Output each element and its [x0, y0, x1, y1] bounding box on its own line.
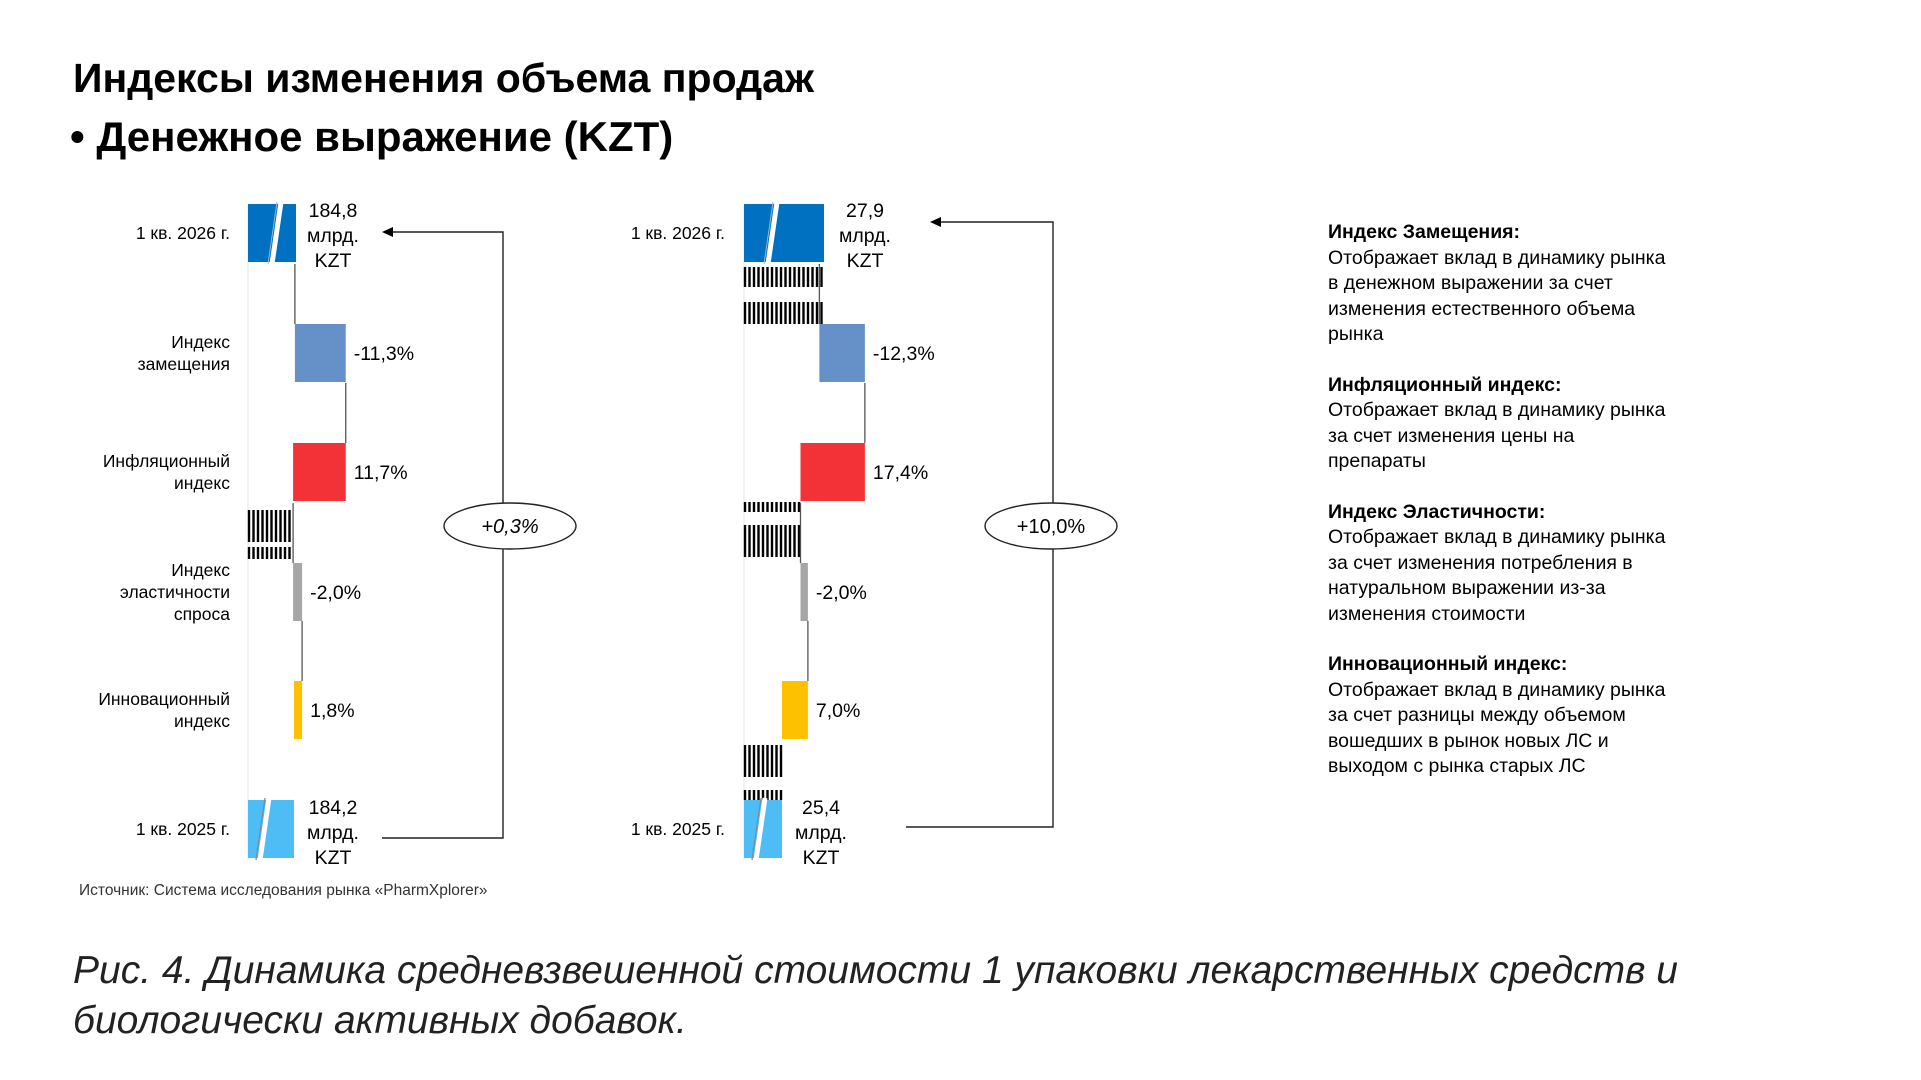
category-label: 1 кв. 2026 г. [630, 223, 725, 243]
end-total-label: 184,8 [308, 200, 358, 222]
hatched-overflow-block [249, 547, 290, 559]
hatched-overflow-block [745, 502, 799, 512]
start-total-label: млрд. [795, 822, 847, 844]
start-total-label: KZT [314, 847, 352, 869]
page-title: Индексы изменения объема продаж [73, 55, 814, 101]
index-legend [1328, 220, 1668, 805]
hatched-overflow-block [745, 267, 822, 287]
index-bar [819, 324, 865, 382]
end-total-label: KZT [846, 250, 884, 272]
legend-text: Отображает вклад в динамику рынка за счет разницы между объемом вошедших в рынок новых ЛС и выходом с рынка старых ЛС [1328, 678, 1666, 777]
category-label: Инновационный [98, 689, 230, 709]
index-value-label: -12,3% [872, 343, 935, 365]
end-total-label: млрд. [307, 225, 359, 247]
legend-title: Индекс Эластичности: [1328, 500, 1546, 523]
total-change-label: +0,3% [481, 516, 539, 538]
index-value-label: -11,3% [353, 343, 415, 365]
category-label: Инфляционный [102, 451, 230, 471]
index-bar [294, 681, 302, 739]
start-total-label: млрд. [307, 822, 359, 844]
legend-title: Индекс Замещения: [1328, 221, 1521, 243]
hatched-overflow-block [745, 745, 781, 777]
hatched-overflow-block [249, 510, 290, 542]
category-label: индекс [174, 711, 230, 731]
legend-text: Отображает вклад в динамику рынка за счет изменения цены на препараты [1328, 399, 1666, 472]
end-total-label: KZT [314, 250, 352, 272]
legend-item-innovation [1328, 652, 1668, 780]
index-bar [801, 563, 808, 621]
start-total-label: KZT [802, 847, 840, 869]
hatched-overflow-block [745, 525, 799, 557]
source-note: Источник: Система исследования рынка «PharmXplorer» [79, 882, 488, 899]
category-label: 1 кв. 2025 г. [630, 819, 725, 839]
category-label: Индекс [171, 332, 230, 352]
legend-item-substitution [1328, 220, 1668, 348]
legend-text: Отображает вклад в динамику рынка в денежном выражении за счет изменения естественного объема рынка [1328, 246, 1666, 345]
index-value-label: 11,7% [353, 462, 408, 484]
index-bar [295, 324, 346, 382]
category-label: спроса [173, 604, 230, 624]
legend-title: Инновационный индекс: [1328, 653, 1568, 675]
category-label: замещения [137, 354, 230, 374]
index-bar [293, 443, 346, 501]
legend-title: Инфляционный индекс: [1328, 373, 1562, 396]
page-subtitle: • Денежное выражение (KZT) [70, 113, 674, 160]
end-total-bar [744, 204, 824, 262]
legend-item-inflation [1328, 373, 1668, 475]
legend-text: Отображает вклад в динамику рынка за счет изменения потребления в натуральном выражении из-за изменения стоимости [1328, 526, 1666, 625]
index-value-label: -2,0% [815, 582, 867, 604]
total-change-label: +10,0% [1016, 516, 1086, 538]
index-bar [293, 563, 302, 621]
category-label: 1 кв. 2025 г. [135, 819, 230, 839]
index-value-label: 1,8% [310, 700, 355, 722]
start-total-bar [248, 800, 294, 858]
arrowhead [382, 227, 393, 237]
category-label: Индекс [171, 560, 230, 580]
category-label: 1 кв. 2026 г. [135, 223, 230, 243]
index-value-label: 17,4% [872, 462, 929, 484]
end-total-label: 27,9 [846, 200, 884, 222]
index-bar [782, 681, 808, 739]
index-value-label: -2,0% [310, 582, 362, 604]
legend-item-elasticity [1328, 500, 1668, 628]
category-label: эластичности [119, 582, 230, 602]
arrowhead [930, 217, 941, 227]
end-total-label: млрд. [839, 225, 891, 247]
hatched-overflow-block [745, 302, 822, 324]
index-bar [801, 443, 865, 501]
figure-caption: Рис. 4. Динамика средневзвешенной стоимости 1 упаковки лекарственных средств и биологически активных добавок. [73, 949, 1678, 1042]
index-value-label: 7,0% [815, 700, 861, 722]
category-label: индекс [174, 473, 230, 493]
start-total-label: 184,2 [308, 797, 358, 819]
start-total-label: 25,4 [802, 797, 840, 819]
